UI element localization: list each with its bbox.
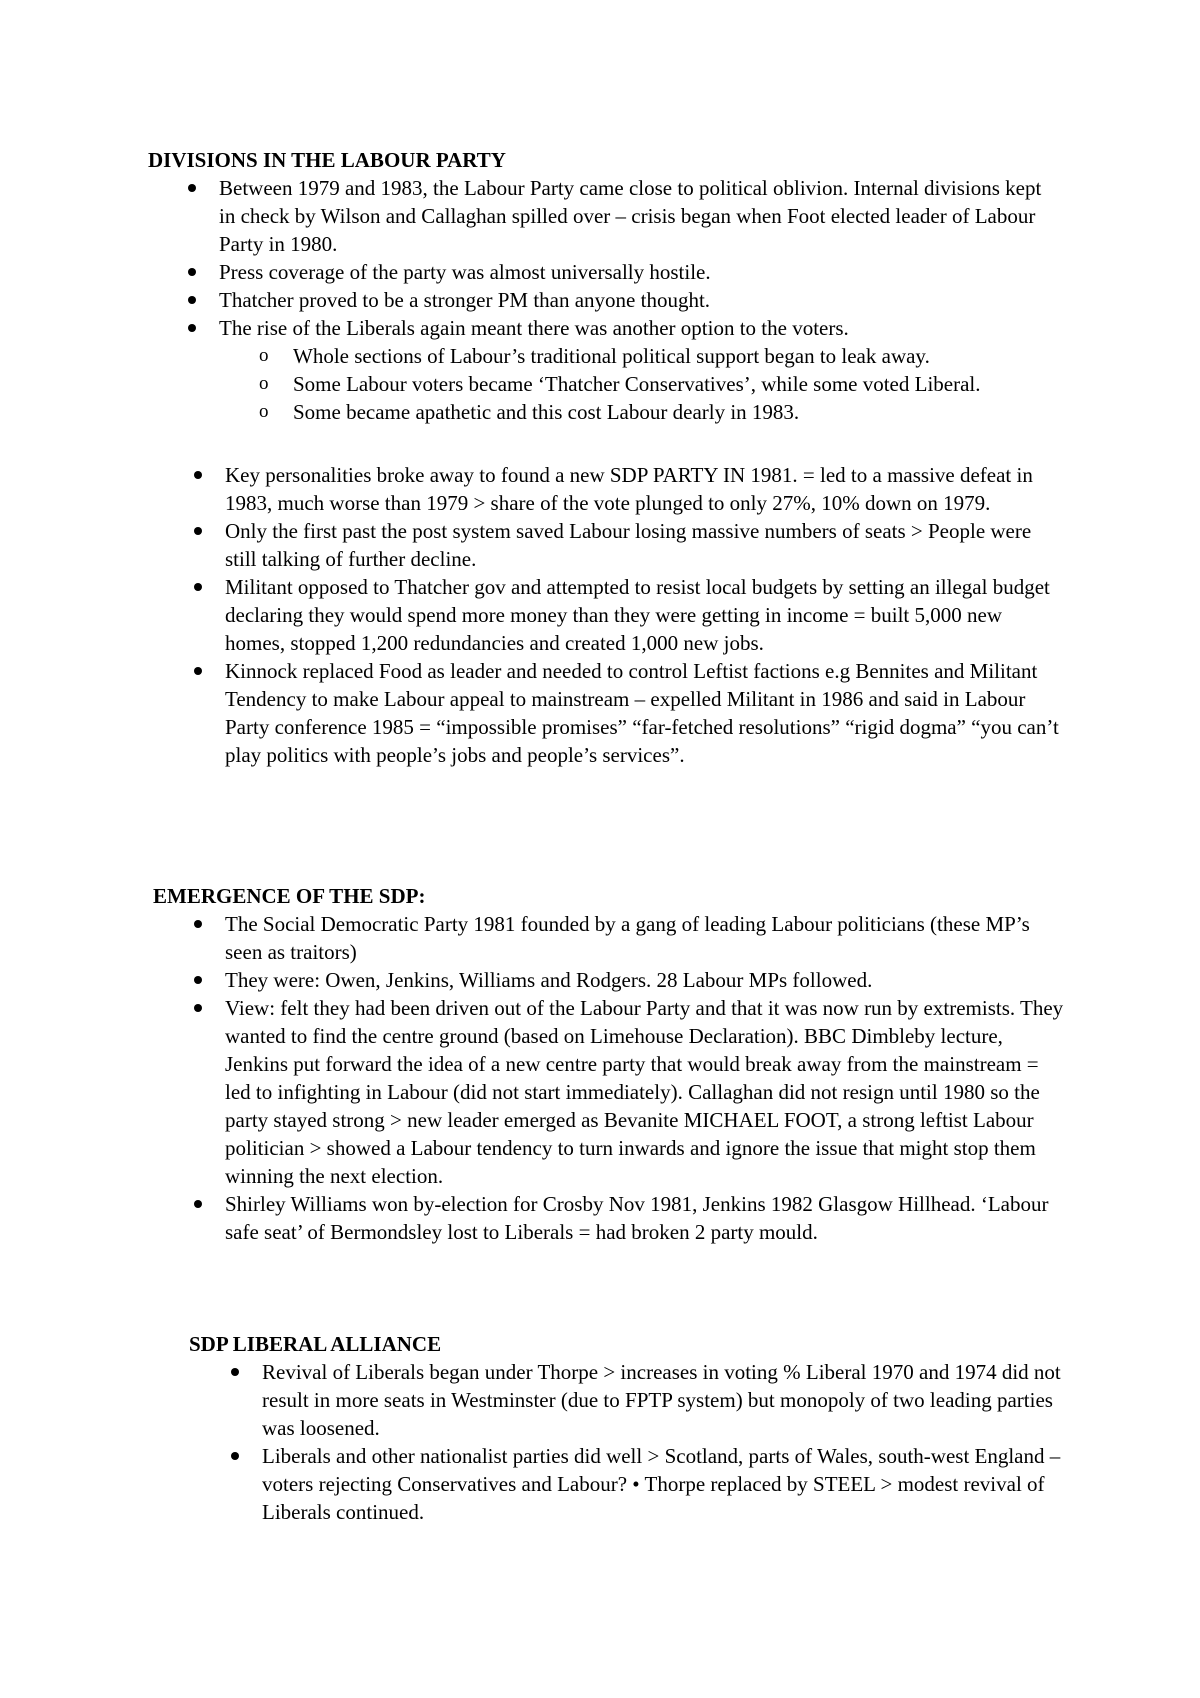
list-item-text: The Social Democratic Party 1981 founded by a gang of leading Labour politicians (these MP’s seen as traitors) [225, 912, 1030, 964]
list-item-text: Between 1979 and 1983, the Labour Party came close to political oblivion. Internal divisions kept in check by Wilson and Callaghan spilled over – crisis began when Foot elected leader of Labour Party in 1980. [219, 176, 1042, 256]
list-item-text: Key personalities broke away to found a new SDP PARTY IN 1981. = led to a massive defeat in 1983, much worse than 1979 > share of the vote plunged to only 27%, 10% down on 1979. [225, 463, 1033, 515]
section-heading-emergence-sdp: EMERGENCE OF THE SDP: [153, 884, 426, 908]
list-item-text: Shirley Williams won by-election for Crosby Nov 1981, Jenkins 1982 Glasgow Hillhead. ‘Labour safe seat’ of Bermondsley lost to Liberals = had broken 2 party mould. [225, 1192, 1049, 1244]
bullet-icon [194, 583, 202, 591]
bullet-icon [188, 184, 196, 192]
circle-bullet-icon: o [259, 401, 269, 422]
list-item-text: Liberals and other nationalist parties did well > Scotland, parts of Wales, south-west England – voters rejecting Conservatives and Labour? • Thorpe replaced by STEEL > modest revival of Liberals continued. [262, 1444, 1061, 1524]
bullet-icon [231, 1368, 239, 1376]
list-item-text: They were: Owen, Jenkins, Williams and Rodgers. 28 Labour MPs followed. [225, 968, 873, 992]
circle-bullet-icon: o [259, 373, 269, 394]
list-item [225, 517, 1065, 573]
section-heading-divisions: DIVISIONS IN THE LABOUR PARTY [148, 148, 506, 172]
sub-list-item-text: Whole sections of Labour’s traditional political support began to leak away. [293, 344, 930, 368]
bullet-icon [194, 667, 202, 675]
list-item [225, 994, 1065, 1190]
section-heading-sdp-liberal-alliance: SDP LIBERAL ALLIANCE [189, 1332, 442, 1356]
list-item [225, 461, 1065, 517]
alliance-bullet-list [262, 1358, 1070, 1526]
list-item [219, 314, 1049, 426]
list-item [219, 258, 1049, 286]
list-item-text: The rise of the Liberals again meant there was another option to the voters. [219, 316, 849, 340]
list-item-text: Only the first past the post system saved Labour losing massive numbers of seats > People were still talking of further decline. [225, 519, 1032, 571]
bullet-icon [194, 527, 202, 535]
circle-bullet-icon: o [259, 345, 269, 366]
sub-list-item-text: Some Labour voters became ‘Thatcher Conservatives’, while some voted Liberal. [293, 372, 981, 396]
list-item-text: Kinnock replaced Food as leader and needed to control Leftist factions e.g Bennites and Militant Tendency to make Labour appeal to mainstream – expelled Militant in 1986 and said in Labour Party conference 1985 = “impossible promises” “far-fetched resolutions” “rigid dogma” “you can’t play politics with people’s jobs and people’s services”. [225, 659, 1059, 767]
list-item-text: Revival of Liberals began under Thorpe > increases in voting % Liberal 1970 and 1974 did not result in more seats in Westminster (due to FPTP system) but monopoly of two leading parties was loosened. [262, 1360, 1061, 1440]
divisions-bullet-list-b [225, 461, 1065, 769]
bullet-icon [194, 471, 202, 479]
list-item [225, 966, 1065, 994]
sub-list-item [259, 398, 1009, 426]
list-item-text: View: felt they had been driven out of the Labour Party and that it was now run by extremists. They wanted to find the centre ground (based on Limehouse Declaration). BBC Dimbleby lecture, Jenkins put forward the idea of a new centre party that would break away from the mainstream = led to infighting in Labour (did not start immediately). Callaghan did not resign until 1980 so the party stayed strong > new leader emerged as Bevanite MICHAEL FOOT, a strong leftist Labour politician > showed a Labour tendency to turn inwards and ignore the issue that might stop them winning the next election. [225, 996, 1064, 1188]
bullet-icon [194, 1004, 202, 1012]
bullet-icon [231, 1452, 239, 1460]
bullet-icon [194, 1200, 202, 1208]
list-item [262, 1442, 1070, 1526]
bullet-icon [194, 920, 202, 928]
list-item [225, 573, 1065, 657]
sdp-bullet-list [225, 910, 1065, 1246]
bullet-icon [188, 268, 196, 276]
list-item [225, 910, 1065, 966]
list-item [225, 1190, 1065, 1246]
sub-list-item-text: Some became apathetic and this cost Labour dearly in 1983. [293, 400, 800, 424]
bullet-icon [188, 324, 196, 332]
list-item [225, 657, 1065, 769]
list-item-text: Militant opposed to Thatcher gov and attempted to resist local budgets by setting an illegal budget declaring they would spend more money than they were getting in income = built 5,000 new homes, stopped 1,200 redundancies and created 1,000 new jobs. [225, 575, 1050, 655]
list-item [219, 174, 1049, 258]
bullet-icon [194, 976, 202, 984]
sub-list-item [259, 370, 1009, 398]
divisions-bullet-list-a [219, 174, 1049, 426]
bullet-icon [188, 296, 196, 304]
list-item [219, 286, 1049, 314]
divisions-sub-list [219, 342, 1049, 426]
sub-list-item [259, 342, 1009, 370]
list-item [262, 1358, 1070, 1442]
list-item-text: Thatcher proved to be a stronger PM than anyone thought. [219, 288, 711, 312]
list-item-text: Press coverage of the party was almost universally hostile. [219, 260, 711, 284]
